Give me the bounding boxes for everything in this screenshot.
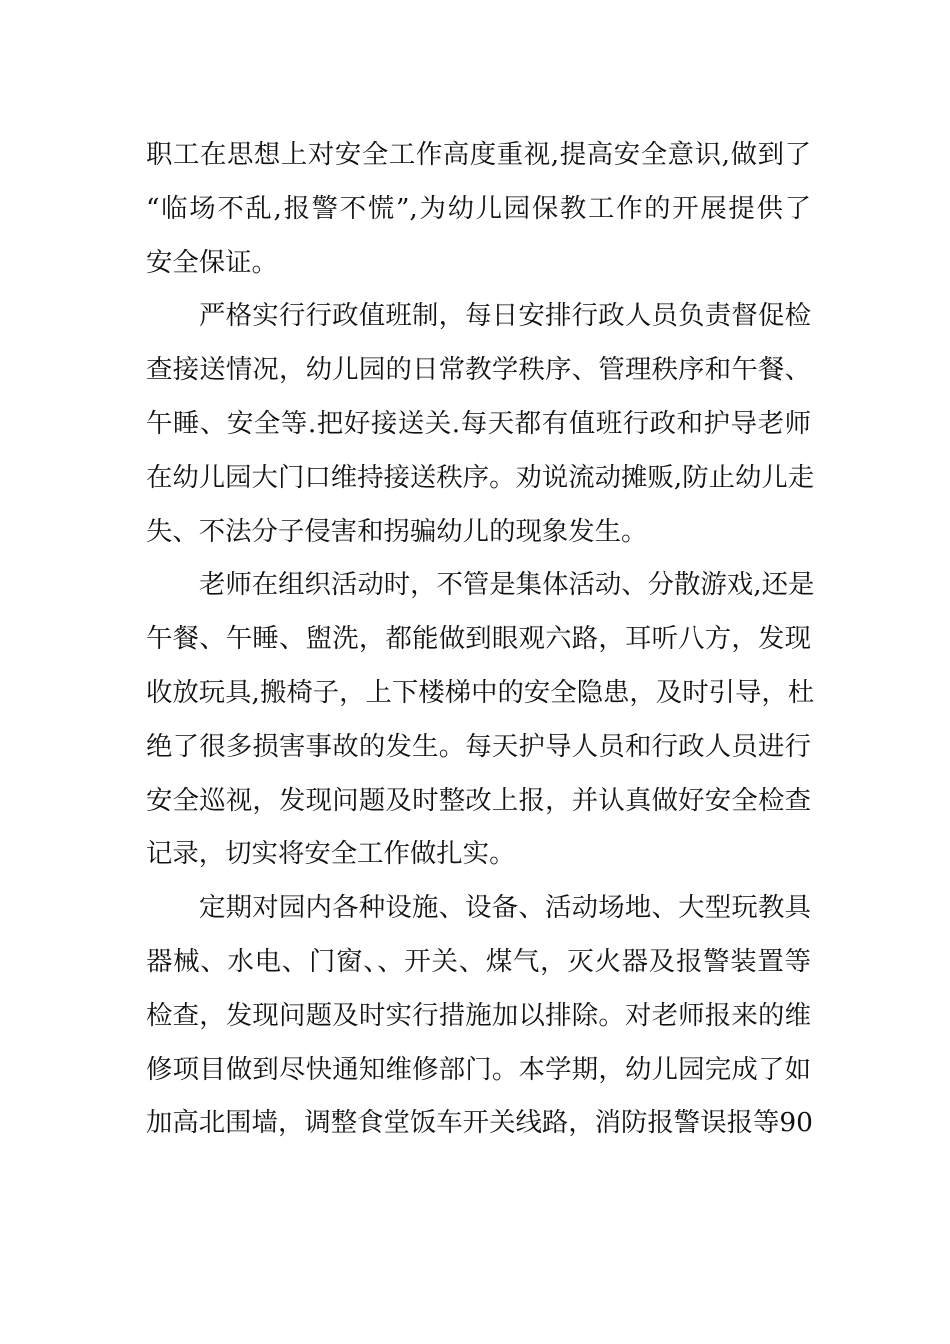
text-line: 午睡、安全等.把好接送关.每天都有值班行政和护导老师	[146, 407, 811, 439]
text-line: 职工在思想上对安全工作高度重视,提高安全意识,做到了	[146, 139, 811, 170]
text-line: 失、不法分子侵害和拐骗幼儿的现象发生。	[146, 515, 648, 547]
text-line: 安全巡视，发现问题及时整改上报，并认真做好安全检查	[146, 784, 811, 816]
text-line: 老师在组织活动时，不管是集体活动、分散游戏,还是	[199, 569, 815, 601]
text-line: 安全保证。	[146, 246, 278, 278]
text-line: 检查，发现问题及时实行措施加以排除。对老师报来的维	[146, 999, 811, 1031]
text-line: 查接送情况，幼儿园的日常教学秩序、管理秩序和午餐、	[146, 354, 811, 386]
paragraph-3	[146, 558, 815, 881]
document-body	[146, 128, 815, 1150]
text-line: 加高北围墙，调整食堂饭车开关线路，消防报警误报等90	[146, 1107, 813, 1139]
text-line: 午餐、午睡、盥洗，都能做到眼观六路，耳听八方，发现	[146, 623, 811, 655]
text-line: 定期对园内各种设施、设备、活动场地、大型玩教具	[199, 892, 811, 924]
text-line: 修项目做到尽快通知维修部门。本学期，幼儿园完成了如	[146, 1053, 811, 1085]
text-line: 记录，切实将安全工作做扎实。	[146, 838, 516, 870]
text-line: 在幼儿园大门口维持接送秩序。劝说流动摊贩,防止幼儿走	[146, 461, 815, 493]
text-line: “临场不乱,报警不慌”,为幼儿园保教工作的开展提供了	[146, 192, 811, 224]
text-line: 收放玩具,搬椅子，上下楼梯中的安全隐患，及时引导，杜	[146, 676, 815, 708]
text-line: 器械、水电、门窗、、开关、煤气，灭火器及报警装置等	[146, 945, 811, 977]
text-line: 绝了很多损害事故的发生。每天护导人员和行政人员进行	[146, 730, 811, 762]
paragraph-1	[146, 128, 811, 289]
paragraph-4	[146, 881, 811, 1150]
text-line: 严格实行行政值班制，每日安排行政人员负责督促检	[199, 300, 811, 332]
paragraph-2	[146, 289, 815, 558]
